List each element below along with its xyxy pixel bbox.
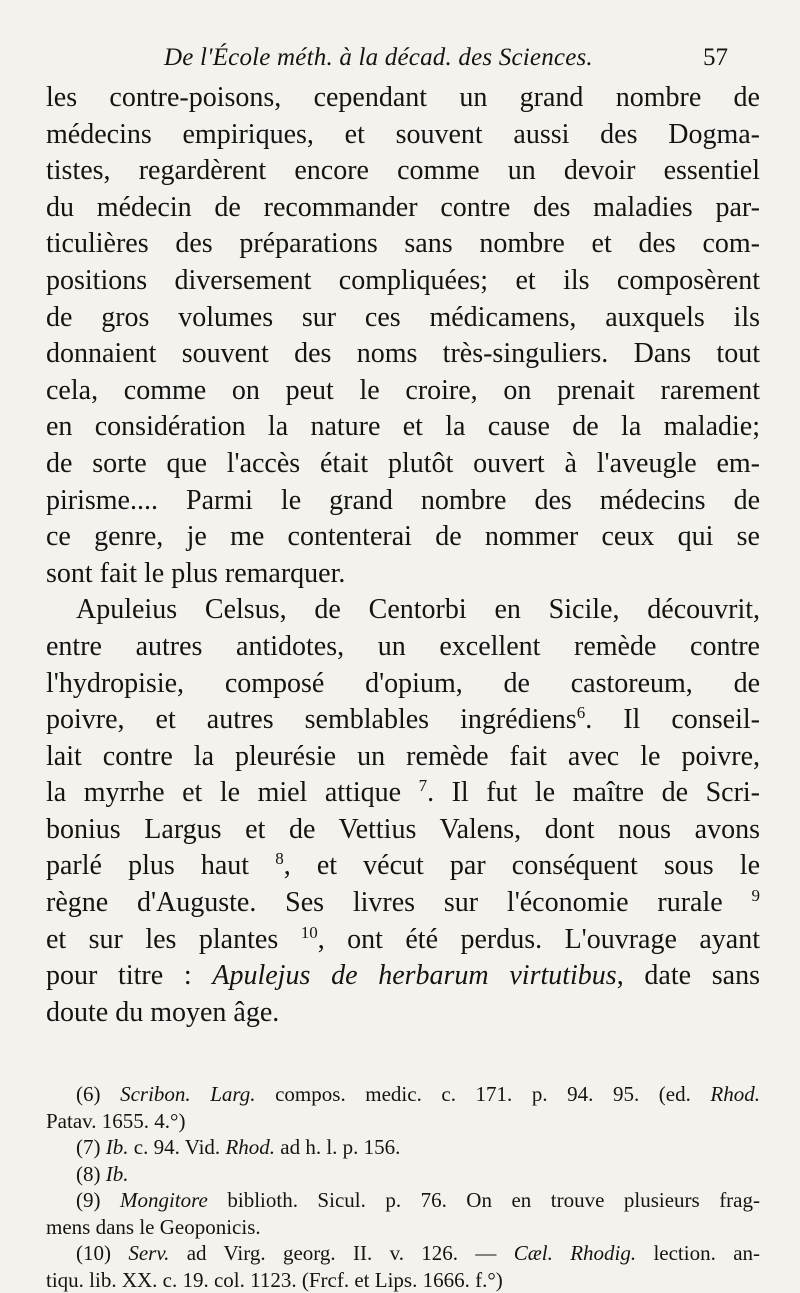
book-title: Apulejus de herbarum virtutibus (212, 960, 617, 992)
footnote-ref: 10 (300, 922, 318, 942)
text-line: ticulières des préparations sans nombre et des com- (46, 228, 760, 260)
footnote-8 (46, 1161, 760, 1188)
line-text: . Il conseil- (585, 704, 760, 736)
footnote-number: (6) (76, 1082, 101, 1107)
text-line (46, 702, 760, 739)
footnote-italic: Scribon. Larg. (120, 1082, 256, 1107)
footnote-ref: 6 (576, 703, 586, 723)
running-head (46, 40, 762, 76)
footnote-ref: 9 (751, 886, 760, 906)
text-line: les contre-poisons, cependant un grand nombre de (46, 82, 760, 113)
text-line (46, 848, 760, 885)
footnote-10-cont: tiqu. lib. XX. c. 19. col. 1123. (Frcf. et Lips. 1666. f.°) (46, 1267, 503, 1292)
footnote-text: biblioth. Sicul. p. 76. On en trouve plusieurs frag- (207, 1188, 760, 1213)
line-text: parlé plus haut (46, 850, 250, 882)
footnote-number: (10) (76, 1241, 111, 1266)
text-line: positions diversement compliquées; et ils composèrent (46, 264, 760, 296)
line-text: règne d'Auguste. Ses livres sur l'économie rurale (46, 887, 723, 919)
footnote-italic: Rhod. (710, 1082, 760, 1107)
footnote-text: ad h. l. p. 156. (275, 1135, 401, 1160)
footnote-6-cont: Patav. 1655. 4.°) (46, 1108, 186, 1133)
footnote-text: compos. medic. c. 171. p. 94. 95. (ed. (255, 1082, 711, 1107)
text-line: donnaient souvent des noms très-singuliers. Dans tout (46, 338, 760, 370)
line-text: , date sans (616, 960, 760, 992)
text-line: pirisme.... Parmi le grand nombre des médecins de (46, 484, 760, 516)
footnote-number: (9) (76, 1188, 101, 1213)
body-text (46, 80, 762, 1031)
text-line: tistes, regardèrent encore comme un devoir essentiel (46, 155, 760, 187)
text-line: du médecin de recommander contre des maladies par- (46, 191, 760, 223)
footnote-text: c. 94. Vid. (128, 1135, 226, 1160)
footnote-text: ad Virg. georg. II. v. 126. — (169, 1241, 514, 1266)
footnote-ref: 7 (418, 776, 428, 796)
text-line: l'hydropisie, composé d'opium, de castoreum, de (46, 667, 760, 699)
footnote-text: lection. an- (636, 1241, 761, 1266)
footnote-10 (46, 1240, 760, 1267)
text-line (46, 885, 760, 922)
footnote-italic: Ib. (105, 1161, 129, 1186)
text-line: doute du moyen âge. (46, 996, 280, 1028)
footnote-number: (7) (76, 1135, 101, 1160)
text-line: ce genre, je me contenterai de nommer ceux qui se (46, 521, 760, 553)
text-line: médecins empiriques, et souvent aussi des Dogma- (46, 118, 760, 150)
footnote-italic: Cæl. Rhodig. (513, 1241, 637, 1266)
text-line (46, 922, 760, 959)
text-line: sont fait le plus remarquer. (46, 557, 346, 589)
text-line (46, 958, 760, 995)
footnote-6 (46, 1081, 760, 1108)
line-text: la myrrhe et le miel attique (46, 777, 402, 809)
text-line: de sorte que l'accès était plutôt ouvert à l'aveugle em- (46, 447, 760, 479)
footnote-9-cont: mens dans le Geoponicis. (46, 1214, 261, 1239)
running-head-title: De l'École méth. à la décad. des Sciences. (164, 44, 593, 71)
line-text: pour titre : (46, 960, 192, 992)
footnote-italic: Mongitore (119, 1188, 208, 1213)
line-text: , ont été perdus. L'ouvrage ayant (317, 923, 761, 955)
text-line (46, 775, 760, 812)
text-line: de gros volumes sur ces médicamens, auxquels ils (46, 301, 760, 333)
text-line: en considération la nature et la cause de la maladie; (46, 411, 760, 443)
footnote-italic: Ib. (105, 1135, 129, 1160)
footnote-7 (46, 1134, 760, 1161)
text-line: entre autres antidotes, un excellent remède contre (46, 630, 760, 662)
footnote-9 (46, 1187, 760, 1214)
paragraph-start-line: Apuleius Celsus, de Centorbi en Sicile, découvrit, (76, 594, 760, 626)
page-number: 57 (703, 44, 728, 71)
footnote-italic: Serv. (128, 1241, 170, 1266)
line-text: , et vécut par conséquent sous le (283, 850, 761, 882)
line-text: et sur les plantes (46, 923, 279, 955)
footnotes (46, 1081, 762, 1293)
text-line: cela, comme on peut le croire, on prenait rarement (46, 374, 760, 406)
footnote-ref: 8 (275, 849, 284, 869)
text-line: bonius Largus et de Vettius Valens, dont nous avons (46, 813, 760, 845)
footnote-italic: Rhod. (225, 1135, 276, 1160)
line-text: . Il fut le maître de Scri- (427, 777, 760, 809)
footnote-number: (8) (76, 1161, 101, 1186)
line-text: poivre, et autres semblables ingrédiens (46, 704, 577, 736)
text-line: lait contre la pleurésie un remède fait avec le poivre, (46, 740, 760, 772)
